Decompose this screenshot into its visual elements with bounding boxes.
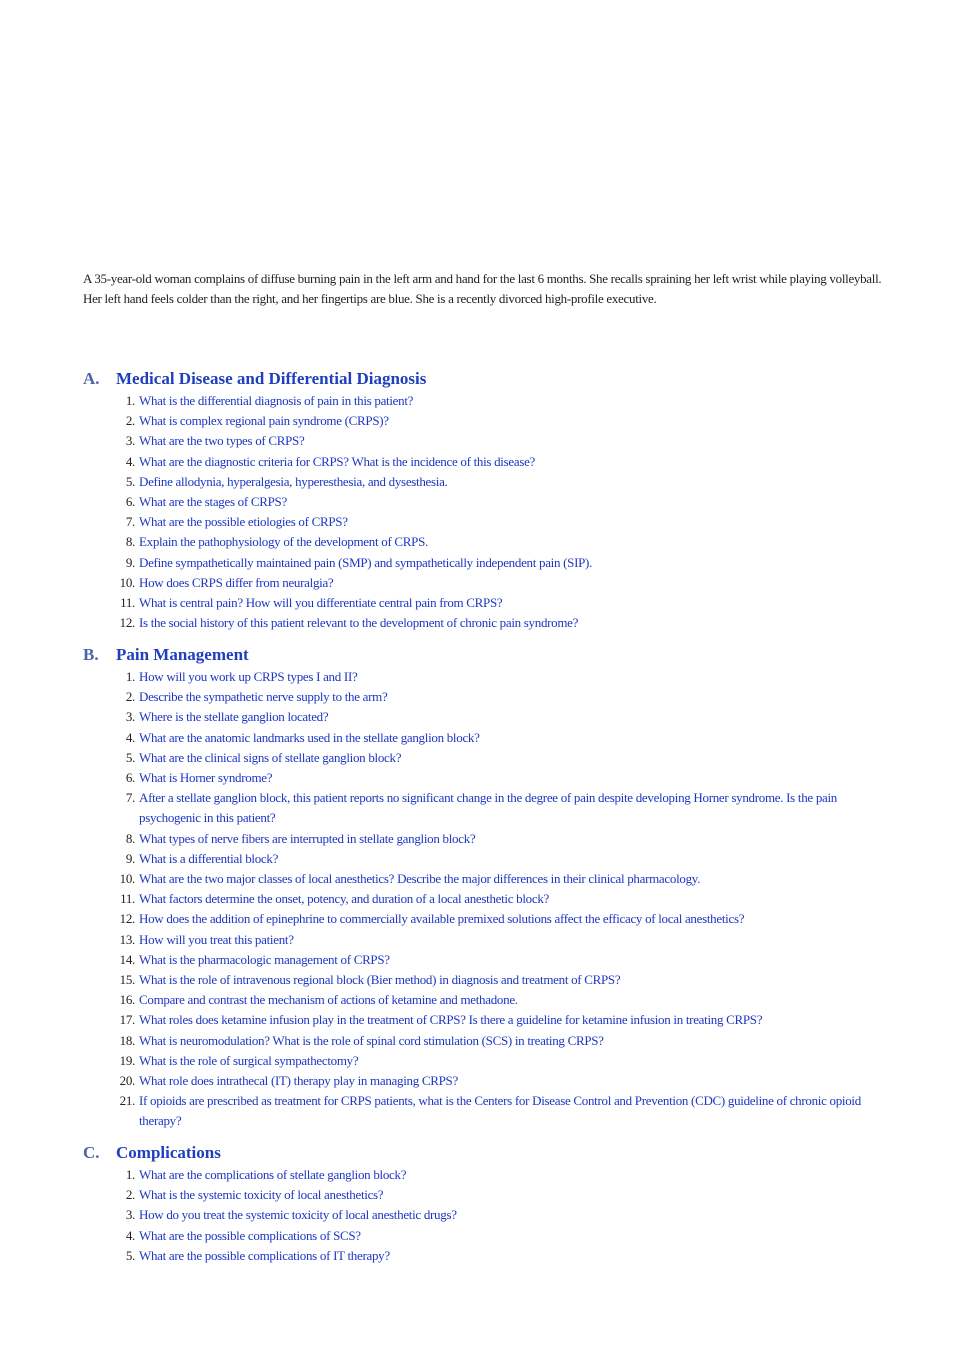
question-link[interactable]: Where is the stellate ganglion located?	[139, 709, 329, 725]
question-item	[83, 950, 923, 970]
question-item	[83, 909, 923, 929]
question-item	[83, 1246, 923, 1266]
question-item	[83, 573, 923, 593]
question-item	[83, 472, 923, 492]
question-item	[83, 553, 923, 573]
question-number: 12.	[119, 911, 135, 927]
question-link[interactable]: What are the possible complications of SCS?	[139, 1227, 361, 1243]
question-link[interactable]: How will you treat this patient?	[139, 931, 294, 947]
question-item	[83, 391, 923, 411]
section-pain-management	[83, 643, 923, 1132]
question-item	[83, 849, 923, 869]
question-link[interactable]: What are the possible etiologies of CRPS?	[139, 514, 348, 530]
question-link[interactable]: What is complex regional pain syndrome (CRPS)?	[139, 413, 389, 429]
question-number: 10.	[119, 871, 135, 887]
question-link[interactable]: What is a differential block?	[139, 850, 279, 866]
question-item	[83, 829, 923, 849]
question-link[interactable]: What are the two types of CRPS?	[139, 433, 305, 449]
question-link[interactable]: What factors determine the onset, potency, and duration of a local anesthetic block?	[139, 891, 550, 907]
question-list	[83, 1165, 923, 1266]
question-number: 20.	[119, 1073, 135, 1089]
question-number: 11.	[120, 595, 135, 611]
question-link[interactable]: What is neuromodulation? What is the role of spinal cord stimulation (SCS) in treating CRPS?	[139, 1032, 604, 1048]
question-item	[83, 1010, 923, 1030]
case-intro: A 35-year-old woman complains of diffuse burning pain in the left arm and hand for the last 6 months. She recalls spraining her left wrist while playing volleyball. Her left hand feels colder than the right, and her fingertips are blue. She is a recently divorced high-profile executive.	[83, 271, 882, 307]
question-number: 17.	[119, 1012, 135, 1028]
question-link[interactable]: How do you treat the systemic toxicity of local anesthetic drugs?	[139, 1207, 457, 1223]
question-item	[83, 1226, 923, 1246]
question-item	[83, 869, 923, 889]
question-number: 7.	[125, 790, 135, 806]
question-item	[83, 768, 923, 788]
question-item	[83, 707, 923, 727]
question-number: 3.	[125, 433, 135, 449]
section-letter: C.	[83, 1143, 100, 1162]
question-item	[83, 492, 923, 512]
question-item	[83, 687, 923, 707]
section-heading	[83, 367, 923, 391]
question-link[interactable]: What is Horner syndrome?	[139, 770, 273, 786]
question-link[interactable]: What is the differential diagnosis of pain in this patient?	[139, 393, 414, 408]
question-number: 15.	[119, 972, 135, 988]
question-item	[83, 411, 923, 431]
question-link[interactable]: If opioids are prescribed as treatment for CRPS patients, what is the Centers for Disease Control and Prevention (CDC) guideline of chronic opioid therapy?	[139, 1093, 861, 1129]
section-title: Complications	[116, 1143, 221, 1162]
question-number: 4.	[125, 453, 135, 469]
question-item	[83, 431, 923, 451]
question-number: 4.	[125, 729, 135, 745]
question-list	[83, 391, 923, 633]
question-link[interactable]: What are the clinical signs of stellate ganglion block?	[139, 749, 402, 765]
question-item	[83, 788, 923, 828]
section-complications	[83, 1141, 923, 1266]
question-number: 5.	[125, 749, 135, 765]
question-item	[83, 613, 923, 633]
question-link[interactable]: After a stellate ganglion block, this patient reports no significant change in the degree of pain despite developing Horner syndrome. Is the pain psychogenic in this patient?	[139, 790, 838, 826]
question-number: 2.	[125, 689, 135, 705]
question-link[interactable]: Define sympathetically maintained pain (SMP) and sympathetically independent pain (SIP).	[139, 554, 593, 570]
question-link[interactable]: What are the anatomic landmarks used in the stellate ganglion block?	[139, 729, 480, 745]
question-link[interactable]: What is the pharmacologic management of CRPS?	[139, 951, 390, 967]
question-item	[83, 1205, 923, 1225]
question-item	[83, 512, 923, 532]
question-item	[83, 728, 923, 748]
question-number: 16.	[119, 992, 135, 1008]
question-number: 19.	[119, 1052, 135, 1068]
question-number: 3.	[125, 709, 135, 725]
question-link[interactable]: Define allodynia, hyperalgesia, hyperesthesia, and dysesthesia.	[139, 473, 448, 489]
question-number: 13.	[119, 931, 135, 947]
question-link[interactable]: How does CRPS differ from neuralgia?	[139, 574, 334, 590]
question-link[interactable]: Is the social history of this patient relevant to the development of chronic pain syndrome?	[139, 615, 579, 631]
question-number: 1.	[125, 1167, 135, 1182]
question-item	[83, 532, 923, 552]
question-item	[83, 667, 923, 687]
section-heading	[83, 643, 923, 667]
question-link[interactable]: How will you work up CRPS types I and II?	[139, 669, 358, 684]
section-title: Medical Disease and Differential Diagnosis	[116, 369, 427, 388]
question-item	[83, 748, 923, 768]
section-letter: A.	[83, 369, 100, 388]
question-number: 11.	[120, 891, 135, 907]
question-link[interactable]: What is central pain? How will you differentiate central pain from CRPS?	[139, 595, 503, 611]
question-link[interactable]: Describe the sympathetic nerve supply to the arm?	[139, 689, 388, 705]
question-number: 8.	[125, 534, 135, 550]
question-number: 12.	[119, 615, 135, 631]
question-link[interactable]: What is the role of surgical sympathectomy?	[139, 1052, 359, 1068]
section-heading	[83, 1141, 923, 1165]
question-item	[83, 889, 923, 909]
question-link[interactable]: How does the addition of epinephrine to commercially available premixed solutions affect the efficacy of local anesthetics?	[139, 911, 745, 927]
section-letter: B.	[83, 645, 99, 664]
question-number: 1.	[125, 393, 135, 408]
question-item	[83, 1185, 923, 1205]
question-item	[83, 1031, 923, 1051]
question-number: 21.	[119, 1093, 135, 1109]
question-item	[83, 1165, 923, 1185]
question-item	[83, 1071, 923, 1091]
question-number: 7.	[125, 514, 135, 530]
question-link[interactable]: What is the role of intravenous regional block (Bier method) in diagnosis and treatment of CRPS?	[139, 972, 621, 988]
question-link[interactable]: What types of nerve fibers are interrupted in stellate ganglion block?	[139, 830, 476, 846]
question-number: 18.	[119, 1032, 135, 1048]
question-list	[83, 667, 923, 1132]
question-link[interactable]: What are the two major classes of local anesthetics? Describe the major differences in their clinical pharmacology.	[139, 871, 701, 887]
question-link[interactable]: Explain the pathophysiology of the development of CRPS.	[139, 534, 428, 550]
question-number: 2.	[125, 1187, 135, 1203]
question-number: 10.	[119, 574, 135, 590]
question-link[interactable]: What are the stages of CRPS?	[139, 494, 287, 510]
question-number: 14.	[119, 951, 135, 967]
question-item	[83, 452, 923, 472]
question-link[interactable]: What are the complications of stellate ganglion block?	[139, 1167, 407, 1182]
question-link[interactable]: Compare and contrast the mechanism of actions of ketamine and methadone.	[139, 992, 518, 1008]
question-number: 2.	[125, 413, 135, 429]
question-number: 6.	[125, 770, 135, 786]
question-number: 3.	[125, 1207, 135, 1223]
question-item	[83, 930, 923, 950]
question-item	[83, 1051, 923, 1071]
question-link[interactable]: What are the possible complications of IT therapy?	[139, 1247, 390, 1263]
question-number: 9.	[125, 554, 135, 570]
question-number: 5.	[125, 1247, 135, 1263]
question-link[interactable]: What are the diagnostic criteria for CRPS? What is the incidence of this disease?	[139, 453, 536, 469]
question-number: 9.	[125, 850, 135, 866]
question-link[interactable]: What role does intrathecal (IT) therapy play in managing CRPS?	[139, 1073, 458, 1089]
question-item	[83, 1091, 923, 1131]
section-medical-disease	[83, 367, 923, 633]
question-number: 8.	[125, 830, 135, 846]
question-number: 5.	[125, 473, 135, 489]
section-title: Pain Management	[116, 645, 249, 664]
question-number: 6.	[125, 494, 135, 510]
question-item	[83, 970, 923, 990]
question-link[interactable]: What is the systemic toxicity of local anesthetics?	[139, 1187, 384, 1203]
question-number: 4.	[125, 1227, 135, 1243]
question-item	[83, 593, 923, 613]
question-link[interactable]: What roles does ketamine infusion play in the treatment of CRPS? Is there a guideline for ketamine infusion in treating CRPS?	[139, 1012, 763, 1028]
question-number: 1.	[125, 669, 135, 684]
question-item	[83, 990, 923, 1010]
